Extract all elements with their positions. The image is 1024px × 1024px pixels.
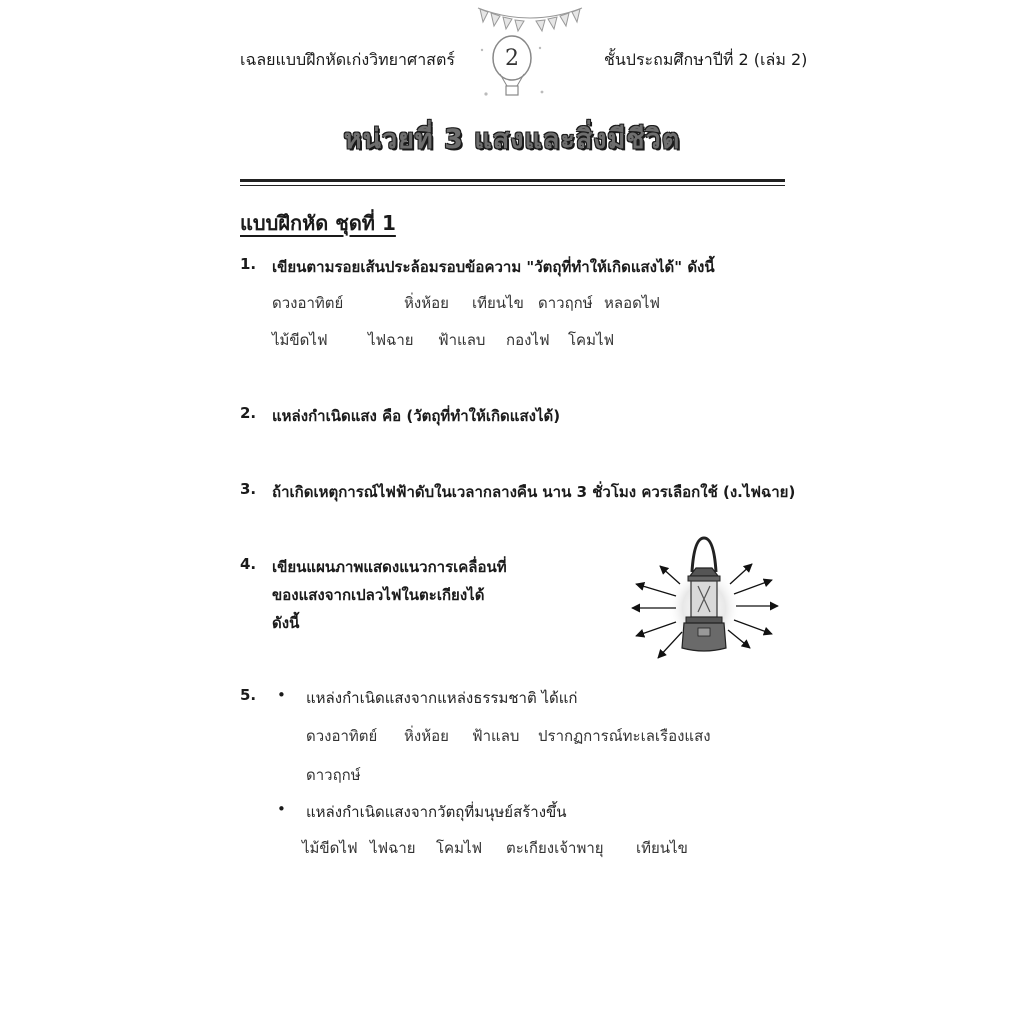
answer-word: ดวงอาทิตย์ xyxy=(272,294,344,312)
answer-word: ไฟฉาย xyxy=(368,331,414,349)
question-1-text: เขียนตามรอยเส้นประล้อมรอบข้อความ "วัตถุที่ทำให้เกิดแสงได้" ดังนี้ xyxy=(272,258,715,276)
question-2-text: แหล่งกำเนิดแสง คือ (วัตถุที่ทำให้เกิดแสงได้) xyxy=(272,407,561,425)
answer-word: โคมไฟ xyxy=(568,331,615,349)
title-divider-thick xyxy=(240,179,785,182)
answer-word: ดาวฤกษ์ xyxy=(538,294,593,312)
balloon-bunting-icon xyxy=(470,2,590,104)
answer-word: ดวงอาทิตย์ xyxy=(306,727,378,745)
natural-sources-heading: แหล่งกำเนิดแสงจากแหล่งธรรมชาติ ได้แก่ xyxy=(306,689,578,707)
unit-title: หน่วยที่ 3 แสงและสิ่งมีชีวิต xyxy=(343,124,681,155)
bullet-marker: • xyxy=(277,686,286,704)
question-3-number: 3. xyxy=(240,480,257,498)
manmade-sources-heading: แหล่งกำเนิดแสงจากวัตถุที่มนุษย์สร้างขึ้น xyxy=(306,803,567,821)
header-book-title: เฉลยแบบฝึกหัดเก่งวิทยาศาสตร์ xyxy=(240,50,455,69)
question-4-line-2: ของแสงจากเปลวไฟในตะเกียงได้ xyxy=(272,586,485,604)
answer-word: โคมไฟ xyxy=(436,839,483,857)
answer-word: เทียนไข xyxy=(636,839,688,857)
answer-word: หิ่งห้อย xyxy=(404,727,449,745)
answer-word: ไม้ขีดไฟ xyxy=(272,331,328,349)
answer-word: ฟ้าแลบ xyxy=(438,331,486,349)
question-4-line-1: เขียนแผนภาพแสดงแนวการเคลื่อนที่ xyxy=(272,558,507,576)
answer-word: ไฟฉาย xyxy=(370,839,416,857)
question-4-line-3: ดังนี้ xyxy=(272,614,300,632)
answer-word: ฟ้าแลบ xyxy=(472,727,520,745)
answer-word: กองไฟ xyxy=(506,331,550,349)
question-5-number: 5. xyxy=(240,686,257,704)
page-number: 2 xyxy=(505,46,519,71)
answer-word: หิ่งห้อย xyxy=(404,294,449,312)
exercise-set-title: แบบฝึกหัด ชุดที่ 1 xyxy=(240,211,396,235)
question-2-number: 2. xyxy=(240,404,257,422)
question-4-number: 4. xyxy=(240,555,257,573)
answer-word: ปรากฏการณ์ทะเลเรืองแสง xyxy=(538,727,711,745)
title-divider-thin xyxy=(240,185,785,186)
answer-word: ตะเกียงเจ้าพายุ xyxy=(506,839,604,857)
lantern-light-arrows-icon xyxy=(626,536,782,666)
answer-word: ไม้ขีดไฟ xyxy=(302,839,358,857)
answer-word: เทียนไข xyxy=(472,294,524,312)
answer-word: ดาวฤกษ์ xyxy=(306,766,361,784)
header-grade-label: ชั้นประถมศึกษาปีที่ 2 (เล่ม 2) xyxy=(604,50,808,69)
answer-word: หลอดไฟ xyxy=(604,294,660,312)
question-3-text: ถ้าเกิดเหตุการณ์ไฟฟ้าดับในเวลากลางคืน นาน 3 ชั่วโมง ควรเลือกใช้ (ง.ไฟฉาย) xyxy=(272,483,796,501)
bullet-marker: • xyxy=(277,800,286,818)
question-1-number: 1. xyxy=(240,255,257,273)
